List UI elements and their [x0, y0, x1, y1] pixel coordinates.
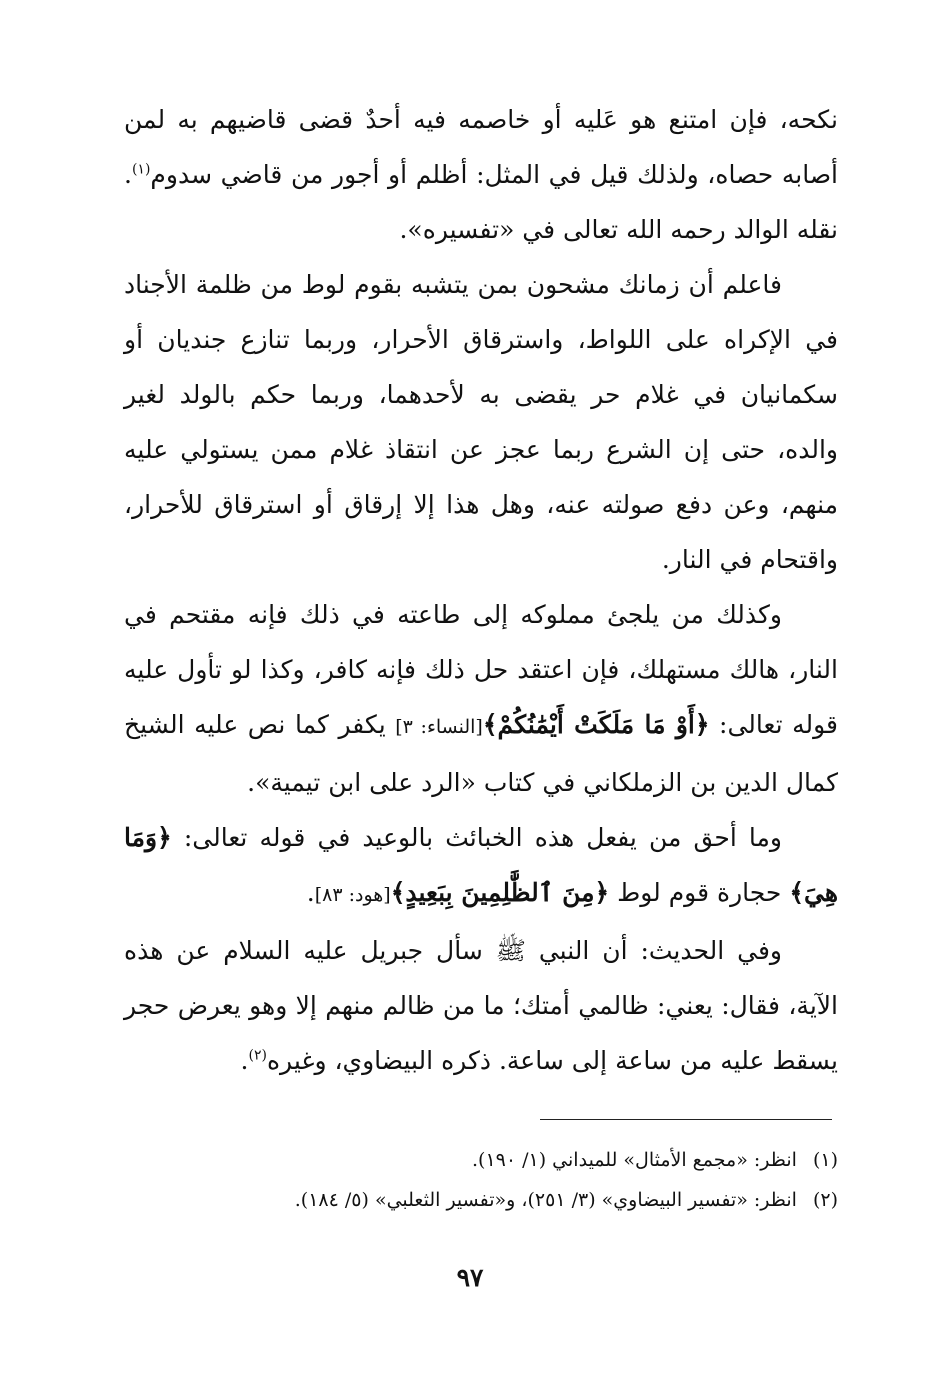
text-run: . نقله الوالد رحمه الله تعالى في «تفسيره». [124, 160, 838, 244]
quran-verse: ﴿أَوْ مَا مَلَكَتْ أَيْمَٰنُكُمْ﴾ [482, 710, 710, 739]
paragraph-5 [124, 923, 838, 1088]
footnote-2 [124, 1180, 838, 1220]
verse-reference: [النساء: ٣] [395, 716, 483, 738]
text-run: فاعلم أن زمانك مشحون بمن يتشبه بقوم لوط من ظلمة الأجناد في الإكراه على اللواط، واسترقاق الأحرار، وربما تنازع جنديان أو سكمانيان في غلام حر يقضى به لأحدهما، وربما حكم بالولد لغير والده، حتى إن الشرع ربما عجز عن انتقاذ غلام ممن يستولي عليه منهم، وعن دفع صولته عنه، وهل هذا إلا إرقاق أو استرقاق للأحرار، واقتحام في النار. [124, 270, 838, 574]
paragraph-4 [124, 810, 838, 923]
page-number: ٩٧ [456, 1263, 484, 1292]
quran-verse: ﴿مِنَ ٱلظَّٰلِمِينَ بِبَعِيدٍ﴾ [390, 878, 610, 907]
footnote-marker-2: (٢) [248, 1047, 267, 1064]
footnote-separator [540, 1119, 832, 1120]
footnotes [124, 1140, 838, 1220]
text-run: نكحه، فإن امتنع هو عَليه أو خاصمه فيه أحدٌ قضى قاضيهم به لمن أصابه حصاه، ولذلك قيل في المثل: أظلم أو أجور من قاضي سدوم [124, 105, 838, 189]
quran-verse: ﴿وَمَا هِيَ﴾ [124, 823, 838, 907]
footnote-text: انظر: «مجمع الأمثال» للميداني (١/ ١٩٠). [471, 1149, 797, 1171]
text-run: وكذلك من يلجئ مملوكه إلى طاعته في ذلك فإنه مقتحم في النار، هالك مستهلك، فإن اعتقد حل ذلك فإنه كافر، وكذا لو تأول عليه قوله تعالى: [124, 600, 839, 739]
footnote-1 [124, 1140, 838, 1180]
text-run: وفي الحديث: أن النبي ﷺ سأل جبريل عليه السلام عن هذه الآية، فقال: يعني: ظالمي أمتك؛ ما من ظالم منهم إلا وهو يعرض حجر يسقط عليه من ساعة إلى ساعة. ذكره البيضاوي، وغيره [124, 936, 838, 1075]
paragraph-2 [124, 257, 838, 587]
footnote-marker-1: (١) [131, 161, 151, 178]
footnote-number: (٢) [812, 1189, 838, 1211]
main-text [124, 92, 838, 1088]
text-run: يكفر كما نص عليه الشيخ كمال الدين بن الزملكاني في كتاب «الرد على ابن تيمية». [124, 710, 838, 797]
text-run: . [240, 1046, 249, 1075]
verse-reference: [هود: ٨٣] [314, 884, 391, 906]
text-run: حجارة قوم لوط [609, 878, 790, 907]
footnote-number: (١) [812, 1149, 838, 1171]
text-run: وما أحق من يفعل هذه الخبائث بالوعيد في قوله تعالى: [171, 823, 782, 852]
paragraph-3 [124, 587, 838, 810]
paragraph-1 [124, 92, 838, 257]
footnote-text: انظر: «تفسير البيضاوي» (٣/ ٢٥١)، و«تفسير الثعلبي» (٥/ ١٨٤). [294, 1189, 797, 1211]
text-run: . [306, 878, 315, 907]
